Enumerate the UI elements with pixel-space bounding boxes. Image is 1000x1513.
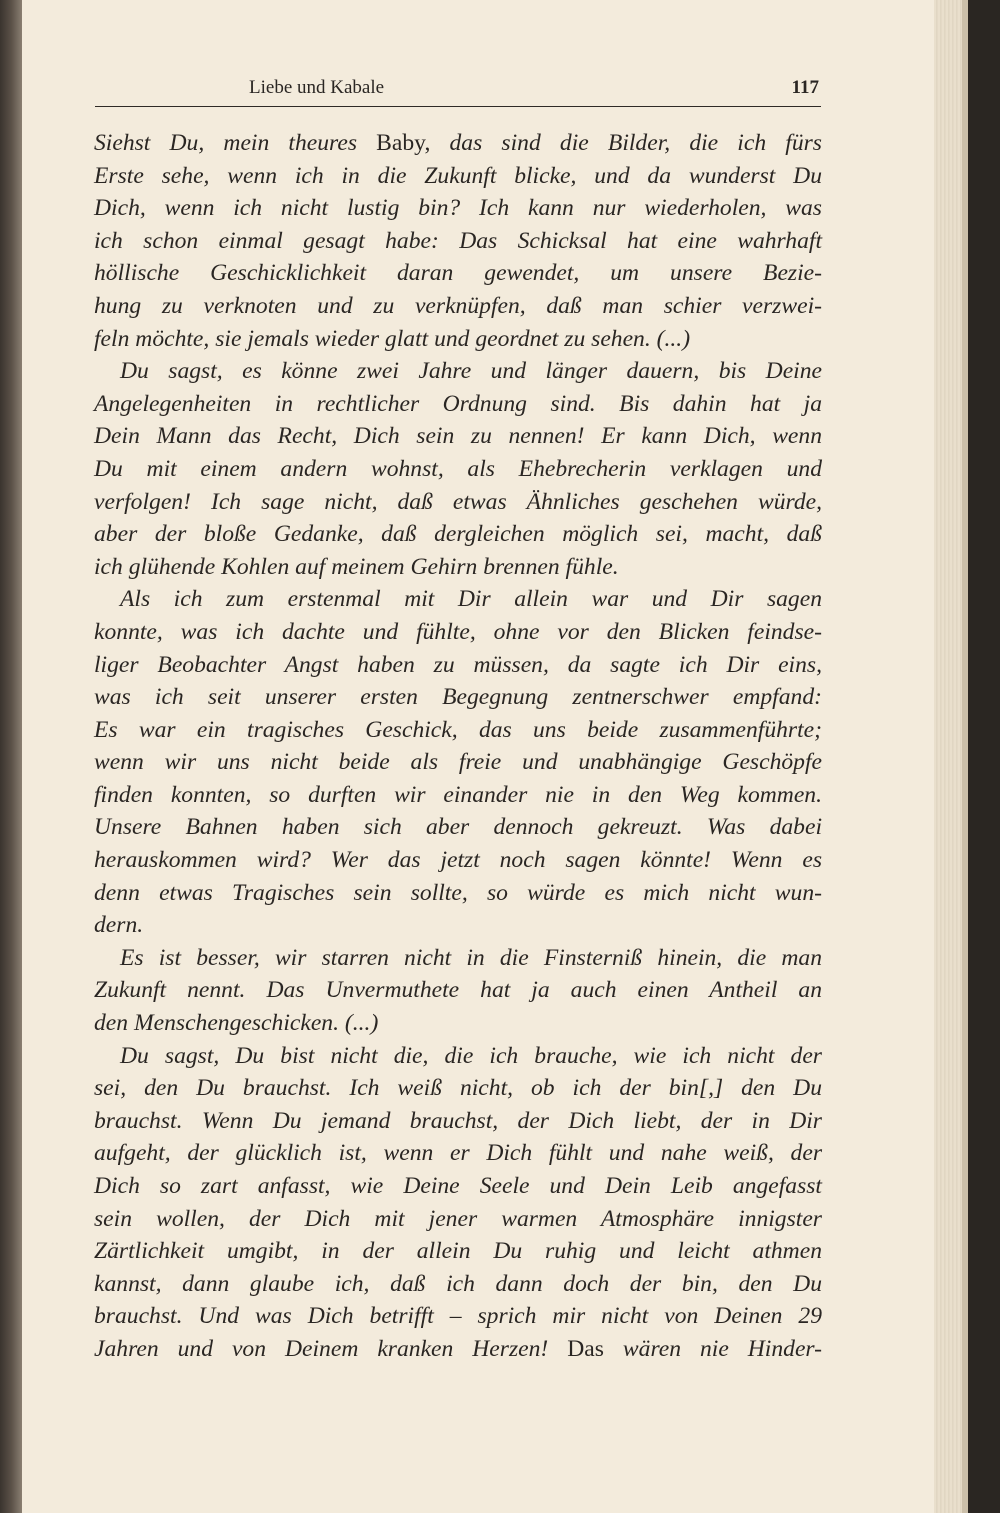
text-line: höllische Geschicklichkeit daran gewendet, um unsere Bezie- — [94, 260, 822, 287]
text-line: Dich so zart anfasst, wie Deine Seele und Dein Leib angefasst — [94, 1173, 822, 1199]
body-text — [94, 127, 822, 1366]
text-line: feln möchte, sie jemals wieder glatt und geordnet zu sehen. (...) — [94, 325, 691, 352]
text-segment: Siehst Du, mein theures — [94, 130, 377, 156]
text-line: Du mit einem andern wohnst, als Ehebrecherin verklagen und — [94, 455, 822, 482]
page-number: 117 — [791, 77, 819, 98]
text-line: Unsere Bahnen haben sich aber dennoch gekreuzt. Was dabei — [94, 814, 822, 841]
text-line: ich schon einmal gesagt habe: Das Schicksal hat eine wahrhaft — [94, 227, 822, 254]
running-title: Liebe und Kabale — [249, 77, 385, 98]
text-line: Du sagst, es könne zwei Jahre und länger dauern, bis Deine — [120, 358, 822, 385]
text-line: Angelegenheiten in rechtlicher Ordnung sind. Bis dahin hat ja — [94, 390, 822, 417]
text-line: konnte, was ich dachte und fühlte, ohne vor den Blicken feindse- — [94, 618, 822, 645]
text-line: Es war ein tragisches Geschick, das uns beide zusammenführte; — [94, 716, 822, 743]
text-line: aufgeht, der glücklich ist, wenn er Dich fühlt und nahe weiß, der — [94, 1140, 822, 1167]
text-line: Dich, wenn ich nicht lustig bin? Ich kann nur wiederholen, was — [94, 195, 822, 222]
text-line: Du sagst, Du bist nicht die, die ich brauche, wie ich nicht der — [120, 1042, 822, 1069]
text-line: Zukunft nennt. Das Unvermuthete hat ja auch einen Antheil an — [94, 977, 822, 1004]
text-line: liger Beobachter Angst haben zu müssen, da sagte ich Dir eins, — [94, 651, 822, 678]
text-line: dern. — [94, 912, 144, 939]
text-line: Zärtlichkeit umgibt, in der allein Du ruhig und leicht athmen — [94, 1238, 822, 1265]
text-line: was ich seit unserer ersten Begegnung zentnerschwer empfand: — [94, 684, 822, 711]
text-line: brauchst. Und was Dich betrifft – sprich mir nicht von Deinen 29 — [94, 1303, 822, 1330]
text-line: denn etwas Tragisches sein sollte, so würde es mich nicht wun- — [94, 879, 822, 906]
text-line: kannst, dann glaube ich, daß ich dann doch der bin, den Du — [94, 1270, 822, 1297]
text-line: Dein Mann das Recht, Dich sein zu nennen! Er kann Dich, wenn — [94, 423, 822, 450]
text-line — [94, 127, 822, 160]
text-segment: das sind die Bilder, die ich fürs — [430, 130, 822, 156]
text-line — [94, 1333, 822, 1366]
text-segment-upright: Das — [567, 1335, 604, 1362]
text-line: den Menschengeschicken. (...) — [94, 1010, 379, 1037]
text-line: Erste sehe, wenn ich in die Zukunft blicke, und da wunderst Du — [94, 162, 822, 189]
text-line: sein wollen, der Dich mit jener warmen Atmosphäre innigster — [94, 1205, 822, 1232]
text-segment-upright: Baby, — [376, 130, 431, 156]
text-line: hung zu verknoten und zu verknüpfen, daß man schier verzwei- — [94, 292, 822, 319]
text-line: Als ich zum erstenmal mit Dir allein war und Dir sagen — [120, 586, 822, 613]
text-segment: Jahren und von Deinem kranken Herzen! — [94, 1335, 568, 1362]
text-line: herauskommen wird? Wer das jetzt noch sagen könnte! Wenn es — [94, 847, 822, 874]
running-header — [95, 74, 821, 107]
text-line: finden konnten, so durften wir einander nie in den Weg kommen. — [94, 781, 822, 808]
text-line: brauchst. Wenn Du jemand brauchst, der Dich liebt, der in Dir — [94, 1107, 822, 1134]
text-line: ich glühende Kohlen auf meinem Gehirn brennen fühle. — [94, 553, 619, 580]
text-line: wenn wir uns nicht beide als freie und unabhängige Geschöpfe — [94, 749, 822, 776]
text-line: sei, den Du brauchst. Ich weiß nicht, ob ich der bin[,] den Du — [94, 1075, 822, 1102]
page-edges — [934, 0, 968, 1513]
text-line: aber der bloße Gedanke, daß dergleichen möglich sei, macht, daß — [94, 521, 822, 548]
text-line: Es ist besser, wir starren nicht in die Finsterniß hinein, die man — [120, 944, 822, 971]
text-segment: wären nie Hinder- — [603, 1335, 822, 1362]
text-line: verfolgen! Ich sage nicht, daß etwas Ähnliches geschehen würde, — [94, 488, 822, 515]
